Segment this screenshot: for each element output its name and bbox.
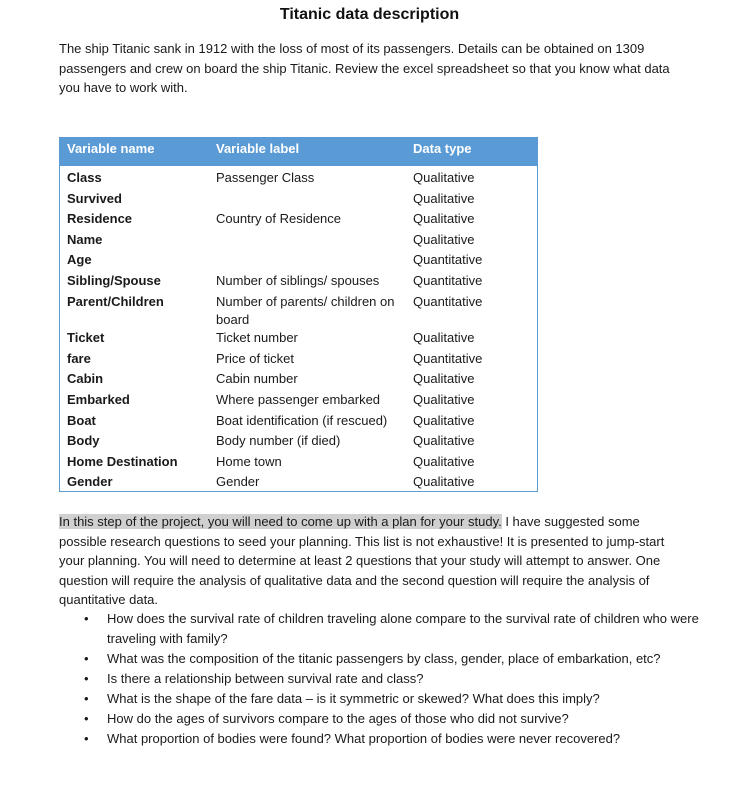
variable-name-cell: Ticket	[67, 330, 105, 346]
variable-name-cell: Sibling/Spouse	[67, 272, 161, 288]
table-body	[60, 168, 537, 493]
list-item	[59, 669, 699, 689]
data-type-cell: Qualitative	[413, 330, 475, 346]
header-data-type: Data type	[413, 141, 472, 156]
variable-label-cell: Gender	[216, 474, 260, 490]
data-type-cell: Qualitative	[413, 231, 475, 247]
variable-name-cell: Parent/Children	[67, 293, 164, 309]
question-text: How do the ages of survivors compare to the ages of those who did not survive?	[107, 710, 569, 726]
variable-label-cell: Cabin number	[216, 371, 298, 387]
variable-label-cell: Passenger Class	[216, 170, 315, 185]
table-row	[60, 230, 537, 251]
plan-paragraph	[59, 512, 674, 610]
table-row	[60, 452, 537, 473]
variable-label-cell: Ticket number	[216, 330, 298, 346]
table-row	[60, 411, 537, 432]
variable-label-cell: Body number (if died)	[216, 433, 341, 449]
question-text: What proportion of bodies were found? What proportion of bodies were never recovered?	[107, 730, 621, 746]
table-header	[60, 138, 537, 166]
variable-name-cell: Name	[67, 231, 103, 247]
table-row	[60, 292, 537, 329]
variable-name-cell: Embarked	[67, 391, 130, 407]
table-row	[60, 472, 537, 493]
bullet-icon: •	[84, 670, 89, 686]
list-item	[59, 609, 699, 648]
variable-label-cell: Number of parents/ children on board	[216, 293, 395, 327]
data-type-cell: Quantitative	[413, 293, 483, 309]
variables-table	[59, 137, 538, 492]
data-type-cell: Qualitative	[413, 371, 475, 387]
question-text: How does the survival rate of children traveling alone compare to the survival rate of children who were traveling with family?	[107, 611, 699, 646]
bullet-icon: •	[84, 690, 89, 706]
table-row	[60, 390, 537, 411]
data-type-cell: Qualitative	[413, 433, 475, 449]
variable-name-cell: Class	[67, 170, 102, 185]
header-variable-name: Variable name	[67, 141, 155, 156]
variable-name-cell: Residence	[67, 211, 133, 227]
data-type-cell: Qualitative	[413, 190, 475, 206]
variable-name-cell: Survived	[67, 190, 122, 206]
question-text: Is there a relationship between survival rate and class?	[107, 670, 424, 686]
variable-name-cell: Home Destination	[67, 453, 178, 469]
data-type-cell: Quantitative	[413, 272, 483, 288]
table-row	[60, 431, 537, 452]
data-type-cell: Qualitative	[413, 170, 475, 185]
variable-label-cell: Number of siblings/ spouses	[216, 272, 380, 288]
variable-name-cell: Age	[67, 252, 92, 268]
bullet-icon: •	[84, 710, 89, 726]
bullet-icon: •	[84, 650, 89, 666]
table-row	[60, 209, 537, 230]
table-row	[60, 250, 537, 271]
variable-label-cell: Boat identification (if rescued)	[216, 412, 388, 428]
header-variable-label: Variable label	[216, 141, 300, 156]
list-item	[59, 689, 699, 709]
data-type-cell: Qualitative	[413, 211, 475, 227]
variable-label-cell: Price of ticket	[216, 350, 295, 366]
variable-name-cell: Gender	[67, 474, 113, 490]
highlighted-sentence: In this step of the project, you will need to come up with a plan for your study.	[59, 514, 502, 529]
data-type-cell: Qualitative	[413, 412, 475, 428]
table-row	[60, 271, 537, 292]
plan-text: I have suggested some possible research questions to seed your planning. This list is not exhaustive! It is presented to jump-start your planning. You will need to determine at least 2 questions that your study will attempt to answer. One question will require the analysis of qualitative data and the second question will require the analysis of quantitative data.	[59, 514, 665, 607]
table-row	[60, 328, 537, 349]
list-item	[59, 709, 699, 729]
question-text: What was the composition of the titanic passengers by class, gender, place of embarkation, etc?	[107, 650, 661, 666]
bullet-icon: •	[84, 611, 89, 626]
list-item	[59, 729, 699, 749]
variable-name-cell: Boat	[67, 412, 96, 428]
variable-label-cell: Home town	[216, 453, 282, 469]
page-title: Titanic data description	[279, 6, 460, 23]
question-text: What is the shape of the fare data – is it symmetric or skewed? What does this imply?	[107, 690, 600, 706]
table-row	[60, 168, 537, 189]
intro-paragraph: The ship Titanic sank in 1912 with the loss of most of its passengers. Details can be obtained on 1309 passengers and crew on board the ship Titanic. Review the excel spreadsheet so that you know what data you have to work with.	[59, 41, 670, 95]
table-row	[60, 349, 537, 370]
variable-label-cell: Country of Residence	[216, 211, 342, 227]
data-type-cell: Qualitative	[413, 391, 475, 407]
table-row	[60, 369, 537, 390]
bullet-icon: •	[84, 730, 89, 746]
table-row	[60, 189, 537, 210]
data-type-cell: Qualitative	[413, 453, 475, 469]
variable-label-cell: Where passenger embarked	[216, 391, 381, 407]
variable-name-cell: Body	[67, 433, 100, 449]
data-type-cell: Quantitative	[413, 350, 483, 366]
list-item	[59, 649, 699, 669]
variable-name-cell: Cabin	[67, 371, 104, 387]
data-type-cell: Qualitative	[413, 474, 475, 490]
research-questions-list	[59, 609, 699, 749]
data-type-cell: Quantitative	[413, 252, 483, 268]
variable-name-cell: fare	[67, 350, 91, 366]
